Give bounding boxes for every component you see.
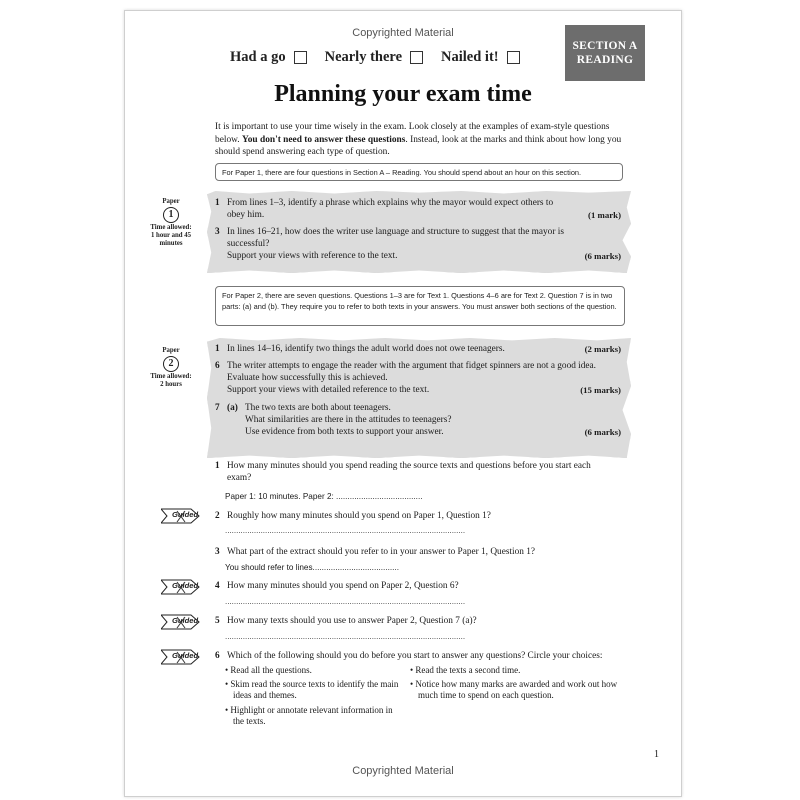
practice-q4-number: 4 bbox=[215, 581, 220, 591]
intro-paragraph bbox=[215, 121, 625, 159]
choice-text: Read the texts a second time. bbox=[415, 665, 521, 675]
paper2-q6-text2: Support your views with detailed reference to the text. bbox=[227, 385, 430, 395]
practice-q4 bbox=[215, 581, 615, 595]
practice-q1-text: How many minutes should you spend reading the source texts and questions before you start each exam? bbox=[227, 461, 591, 483]
practice-q1-number: 1 bbox=[215, 461, 220, 471]
practice-q4-text: How many minutes should you spend on Paper 2, Question 6? bbox=[227, 581, 459, 591]
intro-bold: You don't need to answer these questions bbox=[242, 134, 406, 145]
paper1-note: For Paper 1, there are four questions in Section A – Reading. You should spend about an hour on this section. bbox=[215, 163, 623, 181]
paper2-q7-part: (a) bbox=[227, 403, 238, 413]
paper1-time-value: 1 hour and 45 minutes bbox=[150, 232, 192, 247]
paper2-q1-text: In lines 14–16, identify two things the adult world does not owe teenagers. bbox=[227, 344, 505, 354]
choice-text: Highlight or annotate relevant information in the texts. bbox=[230, 705, 393, 726]
paper2-q7-marks: (6 marks) bbox=[584, 427, 621, 437]
paper1-q3 bbox=[215, 227, 621, 267]
copyright-top: Copyrighted Material bbox=[352, 27, 454, 39]
paper1-time-label: Time allowed: bbox=[150, 224, 192, 231]
paper2-q7-number: 7 bbox=[215, 403, 220, 413]
paper1-q3-text: In lines 16–21, how does the writer use language and structure to suggest that the mayor is successful? bbox=[227, 227, 564, 249]
paper2-label-text: Paper bbox=[162, 347, 180, 354]
intro-text-2: . Instead, look at the marks and think about how long you should spend answering each type of question. bbox=[215, 134, 622, 158]
paper1-number-icon: 1 bbox=[163, 207, 179, 223]
practice-q3-text: What part of the extract should you refer to in your answer to Paper 1, Question 1? bbox=[227, 547, 535, 557]
practice-q6 bbox=[215, 651, 625, 665]
paper1-q1-marks: (1 mark) bbox=[588, 210, 621, 220]
practice-q3-number: 3 bbox=[215, 547, 220, 557]
practice-q1-answer[interactable]: Paper 1: 10 minutes. Paper 2: ...................................... bbox=[225, 492, 423, 501]
practice-q2-text: Roughly how many minutes should you spend on Paper 1, Question 1? bbox=[227, 511, 491, 521]
progress-tracker bbox=[230, 49, 532, 66]
guided-badge bbox=[161, 579, 201, 595]
section-name: READING bbox=[576, 54, 634, 66]
paper2-label bbox=[147, 347, 195, 389]
choice-skim-read[interactable]: • Skim read the source texts to identify the main ideas and themes. bbox=[225, 679, 399, 700]
paper1-q1-number: 1 bbox=[215, 198, 220, 208]
paper1-q3-marks: (6 marks) bbox=[584, 251, 621, 261]
guided-badge bbox=[161, 649, 201, 665]
practice-q5-answer-line[interactable]: ............................................................................................................ bbox=[225, 632, 466, 641]
paper1-label-text: Paper bbox=[162, 198, 180, 205]
choice-text: Read all the questions. bbox=[230, 665, 312, 675]
paper2-q7 bbox=[215, 403, 621, 443]
nearly-there-checkbox[interactable] bbox=[410, 51, 423, 64]
copyright-bottom: Copyrighted Material bbox=[352, 765, 454, 777]
intro-text-1: It is important to use your time wisely in the exam. Look closely at the examples of exam-style questions below. bbox=[215, 122, 610, 145]
choice-read-all-questions[interactable]: • Read all the questions. bbox=[225, 665, 312, 675]
paper2-q6-text: The writer attempts to engage the reader with the argument that fidget spinners are not a good idea. Evaluate how successfully this is achieved. bbox=[227, 361, 596, 383]
paper2-q6-number: 6 bbox=[215, 361, 220, 371]
page-title: Planning your exam time bbox=[274, 81, 532, 107]
tracker-nearly-there: Nearly there bbox=[324, 49, 403, 65]
practice-q1 bbox=[215, 461, 615, 487]
guided-label: Guided bbox=[172, 616, 199, 625]
section-label: SECTION A bbox=[572, 40, 638, 52]
paper2-q6 bbox=[215, 361, 621, 401]
nailed-it-checkbox[interactable] bbox=[507, 51, 520, 64]
paper2-q7-text: The two texts are both about teenagers. bbox=[245, 403, 391, 413]
paper1-q1-text: From lines 1–3, identify a phrase which explains why the mayor would expect others to obey him. bbox=[227, 198, 554, 220]
choice-read-second-time[interactable]: • Read the texts a second time. bbox=[410, 665, 521, 675]
paper2-time-value: 2 hours bbox=[160, 381, 182, 388]
practice-q3 bbox=[215, 547, 615, 561]
had-a-go-checkbox[interactable] bbox=[294, 51, 307, 64]
choice-text: Notice how many marks are awarded and work out how much time to spend on each question. bbox=[415, 679, 618, 700]
choice-text: Skim read the source texts to identify the main ideas and themes. bbox=[230, 679, 399, 700]
guided-label: Guided bbox=[172, 581, 199, 590]
practice-q6-text: Which of the following should you do before you start to answer any questions? Circle your choices: bbox=[227, 651, 603, 661]
paper2-note: For Paper 2, there are seven questions. Questions 1–3 are for Text 1. Questions 4–6 are for Text 2. Question 7 is in two parts: (a) and (b). They require you to refer to both texts in your answers. You must answer both sections of the question. bbox=[215, 286, 625, 326]
practice-q2 bbox=[215, 511, 615, 525]
practice-q2-number: 2 bbox=[215, 511, 220, 521]
paper2-q1-number: 1 bbox=[215, 344, 220, 354]
guided-badge bbox=[161, 508, 201, 524]
guided-badge bbox=[161, 614, 201, 630]
paper2-q1 bbox=[215, 344, 621, 358]
tracker-had-a-go: Had a go bbox=[230, 49, 286, 65]
paper1-q1 bbox=[215, 198, 621, 226]
tracker-nailed-it: Nailed it! bbox=[441, 49, 499, 65]
paper2-q1-marks: (2 marks) bbox=[584, 344, 621, 354]
guided-label: Guided bbox=[172, 510, 199, 519]
practice-q5 bbox=[215, 616, 615, 630]
workbook-page bbox=[124, 10, 682, 797]
section-tab bbox=[565, 25, 645, 81]
practice-q2-answer-line[interactable]: ............................................................................................................ bbox=[225, 526, 466, 535]
practice-q6-number: 6 bbox=[215, 651, 220, 661]
paper2-number-icon: 2 bbox=[163, 356, 179, 372]
practice-q4-answer-line[interactable]: ............................................................................................................ bbox=[225, 597, 466, 606]
paper1-q3-number: 3 bbox=[215, 227, 220, 237]
page-number: 1 bbox=[654, 749, 659, 760]
paper2-time-label: Time allowed: bbox=[150, 373, 192, 380]
guided-label: Guided bbox=[172, 651, 199, 660]
practice-q3-answer[interactable]: You should refer to lines...................................... bbox=[225, 563, 399, 572]
paper1-q3-text2: Support your views with reference to the text. bbox=[227, 251, 398, 261]
choice-notice-marks[interactable]: • Notice how many marks are awarded and work out how much time to spend on each question. bbox=[410, 679, 618, 700]
practice-q5-number: 5 bbox=[215, 616, 220, 626]
paper1-label bbox=[147, 198, 195, 248]
practice-q5-text: How many texts should you use to answer Paper 2, Question 7 (a)? bbox=[227, 616, 477, 626]
paper2-q6-marks: (15 marks) bbox=[580, 385, 621, 395]
choice-highlight[interactable]: • Highlight or annotate relevant information in the texts. bbox=[225, 705, 393, 726]
paper2-q7-text2: What similarities are there in the attitudes to teenagers? bbox=[245, 415, 452, 425]
paper2-q7-text3: Use evidence from both texts to support your answer. bbox=[245, 427, 444, 437]
